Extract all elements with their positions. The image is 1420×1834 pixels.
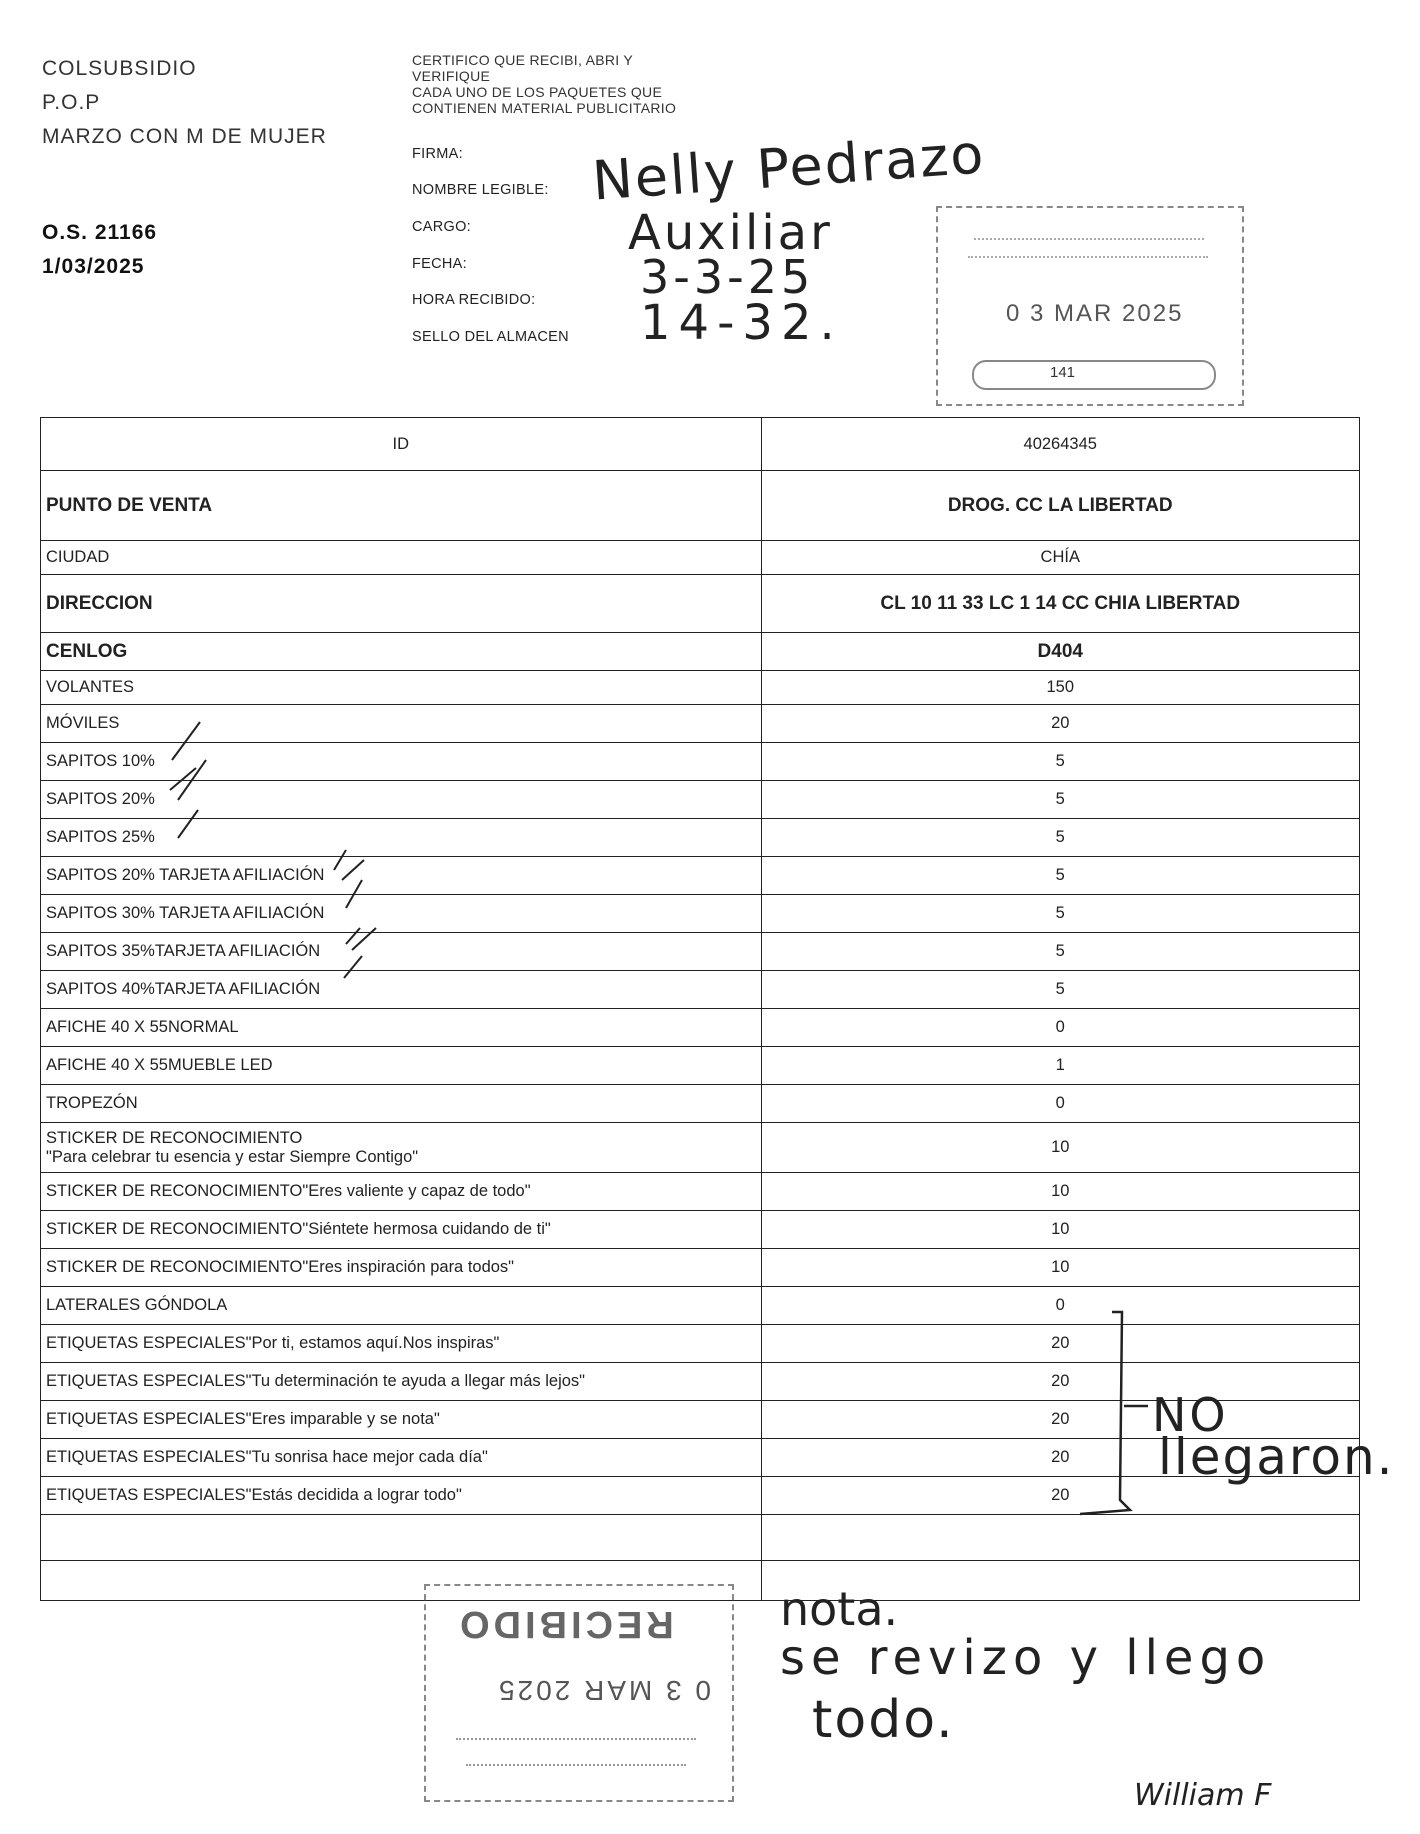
item-qty: 5 [761, 933, 1360, 971]
check-mark [170, 760, 206, 800]
note-label: nota. [780, 1582, 899, 1636]
check-marks [170, 722, 376, 978]
check-mark [344, 956, 362, 978]
note-body: se revizo y llego [780, 1630, 1272, 1686]
cenlog-value: D404 [761, 633, 1360, 671]
item-name-text: ETIQUETAS ESPECIALES"Por ti, estamos aquí.Nos inspiras" [46, 1334, 500, 1352]
item-qty: 5 [761, 971, 1360, 1009]
ciudad-value: CHÍA [761, 541, 1360, 575]
item-qty: 5 [761, 857, 1360, 895]
cert-line: CONTIENEN MATERIAL PUBLICITARIO [412, 100, 677, 116]
item-name-text: SAPITOS 20% TARJETA AFILIACIÓN [46, 866, 325, 884]
handwritten-fecha: 3-3-25 [640, 250, 815, 304]
item-qty: 0 [761, 1009, 1360, 1047]
item-qty: 5 [761, 781, 1360, 819]
item-qty: 20 [761, 1325, 1360, 1363]
item-qty: 5 [761, 743, 1360, 781]
cenlog-label: CENLOG [41, 633, 762, 671]
item-qty: 10 [761, 1123, 1360, 1173]
item-name-text: VOLANTES [46, 678, 135, 696]
item-qty: 150 [761, 671, 1360, 705]
order-number: O.S. 21166 [42, 221, 158, 244]
label-cargo: CARGO: [412, 219, 471, 235]
note-end: todo. [812, 1690, 955, 1750]
item-name-text: SAPITOS 25% [46, 828, 155, 846]
cert-line: CERTIFICO QUE RECIBI, ABRI Y [412, 52, 634, 68]
item-name-text: STICKER DE RECONOCIMIENTO"Eres inspiración para todos" [46, 1258, 515, 1276]
item-qty: 1 [761, 1047, 1360, 1085]
item-qty: 10 [761, 1211, 1360, 1249]
dir-label: DIRECCION [41, 575, 762, 633]
note-no: NO [1152, 1388, 1229, 1442]
stamp-line [466, 1764, 686, 1766]
campaign-name: MARZO CON M DE MUJER [42, 125, 327, 148]
check-mark [346, 928, 376, 950]
item-name-text: ETIQUETAS ESPECIALES"Eres imparable y se nota" [46, 1410, 440, 1428]
id-value: 40264345 [761, 418, 1360, 471]
item-name-text: TROPEZÓN [46, 1094, 138, 1112]
pv-value: DROG. CC LA LIBERTAD [761, 471, 1360, 541]
note-llegaron: llegaron. [1158, 1428, 1395, 1486]
item-qty: 20 [761, 1363, 1360, 1401]
received-stamp [424, 1584, 734, 1802]
item-name-text: MÓVILES [46, 714, 120, 732]
handwritten-name: Nelly Pedrazo [590, 122, 988, 213]
dir-value: CL 10 11 33 LC 1 14 CC CHIA LIBERTAD [761, 575, 1360, 633]
stamp-date: 0 3 MAR 2025 [1006, 300, 1184, 327]
item-qty: 5 [761, 895, 1360, 933]
stamp-word: RECIBIDO [456, 1603, 674, 1645]
order-date: 1/03/2025 [42, 255, 145, 278]
handwritten-cargo: Auxiliar [628, 205, 833, 261]
item-name-text: ETIQUETAS ESPECIALES"Tu sonrisa hace mejor cada día" [46, 1448, 488, 1466]
company-name: COLSUBSIDIO [42, 57, 197, 80]
item-name-text: STICKER DE RECONOCIMIENTO [46, 1128, 303, 1147]
stamp-number: 141 [1050, 364, 1076, 381]
stamp-date-bottom: 0 3 MAR 2025 [496, 1675, 711, 1706]
pv-label: PUNTO DE VENTA [41, 471, 762, 541]
cert-line: CADA UNO DE LOS PAQUETES QUE [412, 84, 663, 100]
label-firma: FIRMA: [412, 146, 463, 162]
id-label: ID [41, 418, 762, 471]
bracket-mark [1080, 1312, 1130, 1514]
signature: William F [1134, 1778, 1272, 1813]
item-qty: 10 [761, 1173, 1360, 1211]
item-name-text: LATERALES GÓNDOLA [46, 1296, 228, 1314]
item-name-text: AFICHE 40 X 55NORMAL [46, 1018, 239, 1036]
document-type: P.O.P [42, 91, 101, 114]
item-name-text: ETIQUETAS ESPECIALES"Tu determinación te ayuda a llegar más lejos" [46, 1372, 586, 1390]
item-qty: 0 [761, 1085, 1360, 1123]
item-name-text: "Para celebrar tu esencia y estar Siempre Contigo" [46, 1147, 419, 1166]
check-mark [334, 850, 364, 880]
item-name-text: SAPITOS 40%TARJETA AFILIACIÓN [46, 980, 321, 998]
item-name-text: SAPITOS 35%TARJETA AFILIACIÓN [46, 942, 321, 960]
item-qty: 10 [761, 1249, 1360, 1287]
label-fecha: FECHA: [412, 256, 467, 272]
handwritten-hora: 14-32. [640, 295, 843, 351]
check-mark [172, 722, 200, 760]
item-name-text: AFICHE 40 X 55MUEBLE LED [46, 1056, 273, 1074]
item-name-text: SAPITOS 10% [46, 752, 155, 770]
item-qty: 20 [761, 1401, 1360, 1439]
item-qty: 20 [761, 1439, 1360, 1477]
check-mark [346, 880, 362, 908]
item-qty: 5 [761, 819, 1360, 857]
cert-line: VERIFIQUE [412, 68, 491, 84]
label-sello: SELLO DEL ALMACEN [412, 329, 569, 345]
item-name-text: STICKER DE RECONOCIMIENTO"Siéntete hermosa cuidando de ti" [46, 1220, 551, 1238]
item-name-text: ETIQUETAS ESPECIALES"Estás decidida a lograr todo" [46, 1486, 462, 1504]
check-mark [178, 810, 198, 838]
ciudad-label: CIUDAD [41, 541, 762, 575]
stamp-line [456, 1738, 696, 1740]
label-nombre: NOMBRE LEGIBLE: [412, 182, 549, 198]
item-name-text: SAPITOS 30% TARJETA AFILIACIÓN [46, 904, 325, 922]
item-name-text: SAPITOS 20% [46, 790, 155, 808]
label-hora: HORA RECIBIDO: [412, 292, 536, 308]
item-qty: 20 [761, 1477, 1360, 1515]
item-qty: 20 [761, 705, 1360, 743]
item-name-text: STICKER DE RECONOCIMIENTO"Eres valiente y capaz de todo" [46, 1182, 531, 1200]
item-qty: 0 [761, 1287, 1360, 1325]
